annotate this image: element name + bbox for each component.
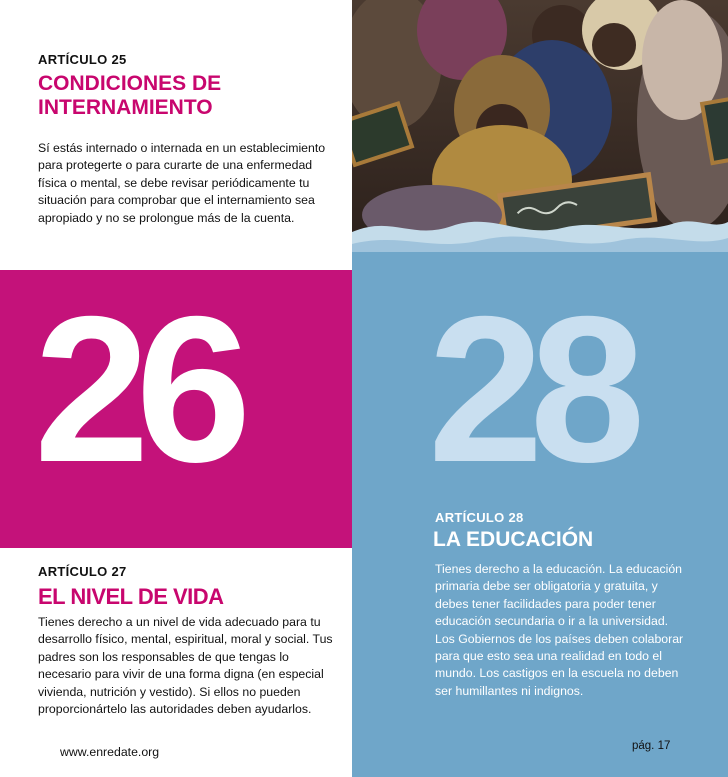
page-number: pág. 17 xyxy=(632,740,671,752)
article-25-title: CONDICIONES DE INTERNAMIENTO xyxy=(38,72,222,119)
article-25-body: Sí estás internado o internada en un establecimiento para protegerte o para curarte de una enfermedad física o mental, se debe revisar periódicamente tu situación para comprobar que el internamiento sea apropiado y no se prolongue más de la cuenta. xyxy=(38,141,326,225)
article-28-label: ARTÍCULO 28 xyxy=(435,510,524,525)
article-26-number: 26 xyxy=(34,274,238,506)
website-link[interactable]: www.enredate.org xyxy=(60,745,160,759)
article-25-label: ARTÍCULO 25 xyxy=(38,52,127,67)
article-27-title: EL NIVEL DE VIDA xyxy=(38,584,224,609)
article-28-body: Tienes derecho a la educación. La educación primaria debe ser obligatoria y gratuita, y debes tener facilidades para poder tener educación secundaria o ir a la universidad. Los Gobiernos de los países deben colaborar para que esto sea una realidad en todo el mundo. Los castigos en la escuela no deben ser humillantes ni indignos. xyxy=(435,562,684,698)
article-27-body: Tienes derecho a un nivel de vida adecuado para tu desarrollo físico, mental, espiritual, moral y social. Tus padres son los responsables de que tengas lo necesario para vivir de una forma digna (en especial vivienda, nutrición y vestido). Si ellos no pueden proporcionártelo las autoridades deben ayudarlos. xyxy=(38,615,333,717)
article-28-number: 28 xyxy=(428,274,632,506)
article-27-label: ARTÍCULO 27 xyxy=(38,564,127,579)
photo-illustration xyxy=(352,0,728,262)
children-classroom-photo xyxy=(352,0,728,262)
article-28-title: LA EDUCACIÓN xyxy=(433,528,594,551)
